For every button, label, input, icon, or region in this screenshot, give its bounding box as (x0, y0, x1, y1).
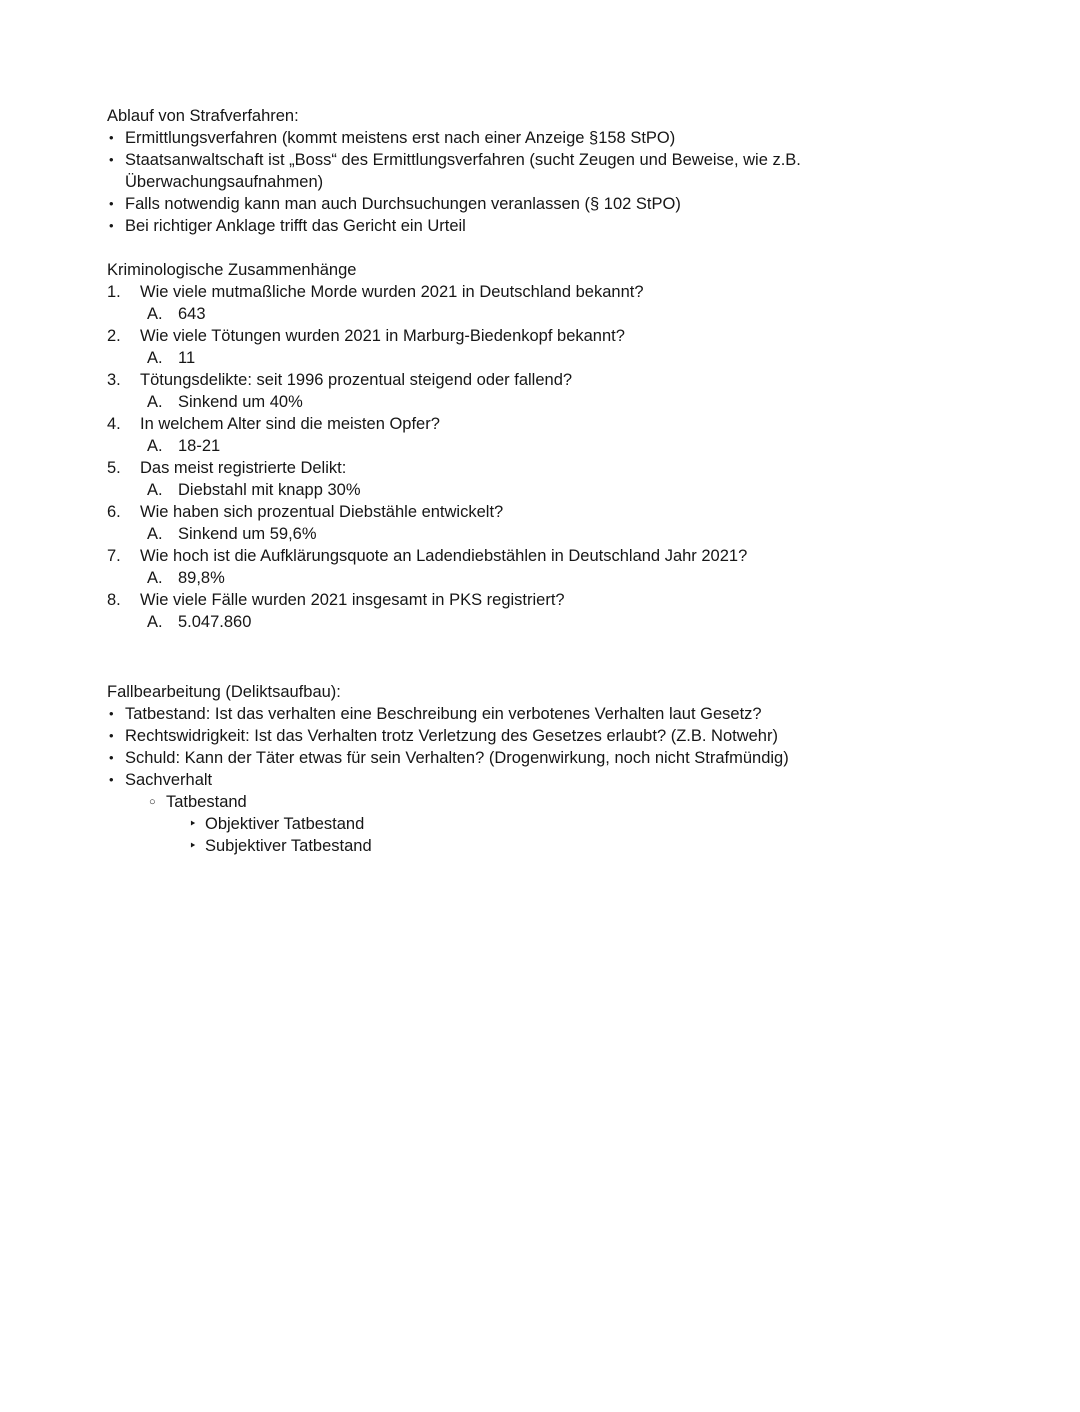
question-text: Wie viele Tötungen wurden 2021 in Marburg-Biedenkopf bekannt? (140, 327, 625, 345)
qa-item (107, 281, 910, 325)
bullet-text: Schuld: Kann der Täter etwas für sein Verhalten? (Drogenwirkung, noch nicht Strafmündig) (125, 749, 789, 767)
question-line (107, 413, 910, 435)
bullet-icon: • (109, 772, 114, 787)
answer-text: 89,8% (178, 569, 225, 587)
question-text: Tötungsdelikte: seit 1996 prozentual steigend oder fallend? (140, 371, 573, 389)
answer-text: Sinkend um 59,6% (178, 525, 317, 543)
answer-label: A. (147, 613, 163, 631)
answer-text: Sinkend um 40% (178, 393, 303, 411)
section-kriminologie (107, 259, 910, 633)
answer-text: 5.047.860 (178, 613, 252, 631)
triangle-bullet-icon: ‣ (189, 838, 197, 853)
section-kriminologie-title: Kriminologische Zusammenhänge (107, 261, 357, 279)
qa-item (107, 413, 910, 457)
bullet-text: Ermittlungsverfahren (kommt meistens erst nach einer Anzeige §158 StPO) (125, 129, 676, 147)
question-text: Das meist registrierte Delikt: (140, 459, 347, 477)
list-item (107, 149, 910, 193)
answer-line (147, 523, 910, 545)
section-fallbearbeitung-title: Fallbearbeitung (Deliktsaufbau): (107, 683, 341, 701)
answer-text: 11 (178, 349, 196, 367)
list-item (107, 747, 910, 769)
answer-text: Diebstahl mit knapp 30% (178, 481, 361, 499)
question-number: 5. (107, 459, 121, 477)
qa-item (107, 501, 910, 545)
question-line (107, 369, 910, 391)
bullet-text: Tatbestand: Ist das verhalten eine Beschreibung ein verbotenes Verhalten laut Gesetz? (125, 705, 762, 723)
question-line (107, 501, 910, 523)
list-item (107, 703, 910, 725)
bullet-text: Sachverhalt (125, 771, 213, 789)
question-number: 6. (107, 503, 121, 521)
answer-label: A. (147, 481, 163, 499)
section-strafverfahren (107, 105, 910, 237)
question-line (107, 281, 910, 303)
bullet-text: Falls notwendig kann man auch Durchsuchungen veranlassen (§ 102 StPO) (125, 195, 681, 213)
question-number: 2. (107, 327, 121, 345)
answer-label: A. (147, 305, 163, 323)
list-item (107, 193, 910, 215)
sub-sub-list-item (187, 835, 910, 857)
triangle-bullet-icon: ‣ (189, 816, 197, 831)
list-item (107, 725, 910, 747)
question-number: 4. (107, 415, 121, 433)
answer-line (147, 567, 910, 589)
answer-text: 643 (178, 305, 206, 323)
question-line (107, 589, 910, 611)
answer-label: A. (147, 437, 163, 455)
question-line (107, 325, 910, 347)
question-text: Wie viele mutmaßliche Morde wurden 2021 in Deutschland bekannt? (140, 283, 644, 301)
bullet-icon: • (109, 152, 114, 167)
question-number: 1. (107, 283, 121, 301)
list-item (107, 127, 910, 149)
bullet-icon: • (109, 728, 114, 743)
question-text: Wie hoch ist die Aufklärungsquote an Ladendiebstählen in Deutschland Jahr 2021? (140, 547, 748, 565)
bullet-text: Bei richtiger Anklage trifft das Gericht ein Urteil (125, 217, 466, 235)
list-item (107, 769, 910, 791)
qa-item (107, 325, 910, 369)
sub-list-item (147, 791, 910, 813)
answer-line (147, 347, 910, 369)
section-strafverfahren-title: Ablauf von Strafverfahren: (107, 107, 299, 125)
qa-item (107, 545, 910, 589)
question-text: In welchem Alter sind die meisten Opfer? (140, 415, 440, 433)
question-number: 7. (107, 547, 121, 565)
answer-line (147, 391, 910, 413)
answer-label: A. (147, 349, 163, 367)
question-line (107, 545, 910, 567)
sub-sub-list-item (187, 813, 910, 835)
answer-label: A. (147, 393, 163, 411)
sub-bullet-text: Tatbestand (166, 793, 247, 811)
sub-sub-bullet-text: Objektiver Tatbestand (205, 815, 365, 833)
answer-label: A. (147, 525, 163, 543)
bullet-text: Staatsanwaltschaft ist „Boss“ des Ermittlungsverfahren (sucht Zeugen und Beweise, wie z.B. Überwachungsaufnahmen) (125, 151, 801, 191)
answer-line (147, 611, 910, 633)
qa-item (107, 589, 910, 633)
bullet-icon: • (109, 750, 114, 765)
question-number: 8. (107, 591, 121, 609)
question-text: Wie viele Fälle wurden 2021 insgesamt in PKS registriert? (140, 591, 565, 609)
question-text: Wie haben sich prozentual Diebstähle entwickelt? (140, 503, 504, 521)
bullet-icon: • (109, 706, 114, 721)
section-fallbearbeitung (107, 681, 910, 857)
answer-line (147, 479, 910, 501)
question-number: 3. (107, 371, 121, 389)
list-item (107, 215, 910, 237)
answer-label: A. (147, 569, 163, 587)
bullet-icon: • (109, 196, 114, 211)
question-line (107, 457, 910, 479)
answer-text: 18-21 (178, 437, 221, 455)
bullet-icon: • (109, 218, 114, 233)
bullet-icon: • (109, 130, 114, 145)
qa-item (107, 369, 910, 413)
qa-item (107, 457, 910, 501)
answer-line (147, 435, 910, 457)
circle-bullet-icon: ○ (149, 796, 156, 808)
answer-line (147, 303, 910, 325)
bullet-text: Rechtswidrigkeit: Ist das Verhalten trotz Verletzung des Gesetzes erlaubt? (Z.B. Notwehr) (125, 727, 778, 745)
sub-sub-bullet-text: Subjektiver Tatbestand (205, 837, 372, 855)
